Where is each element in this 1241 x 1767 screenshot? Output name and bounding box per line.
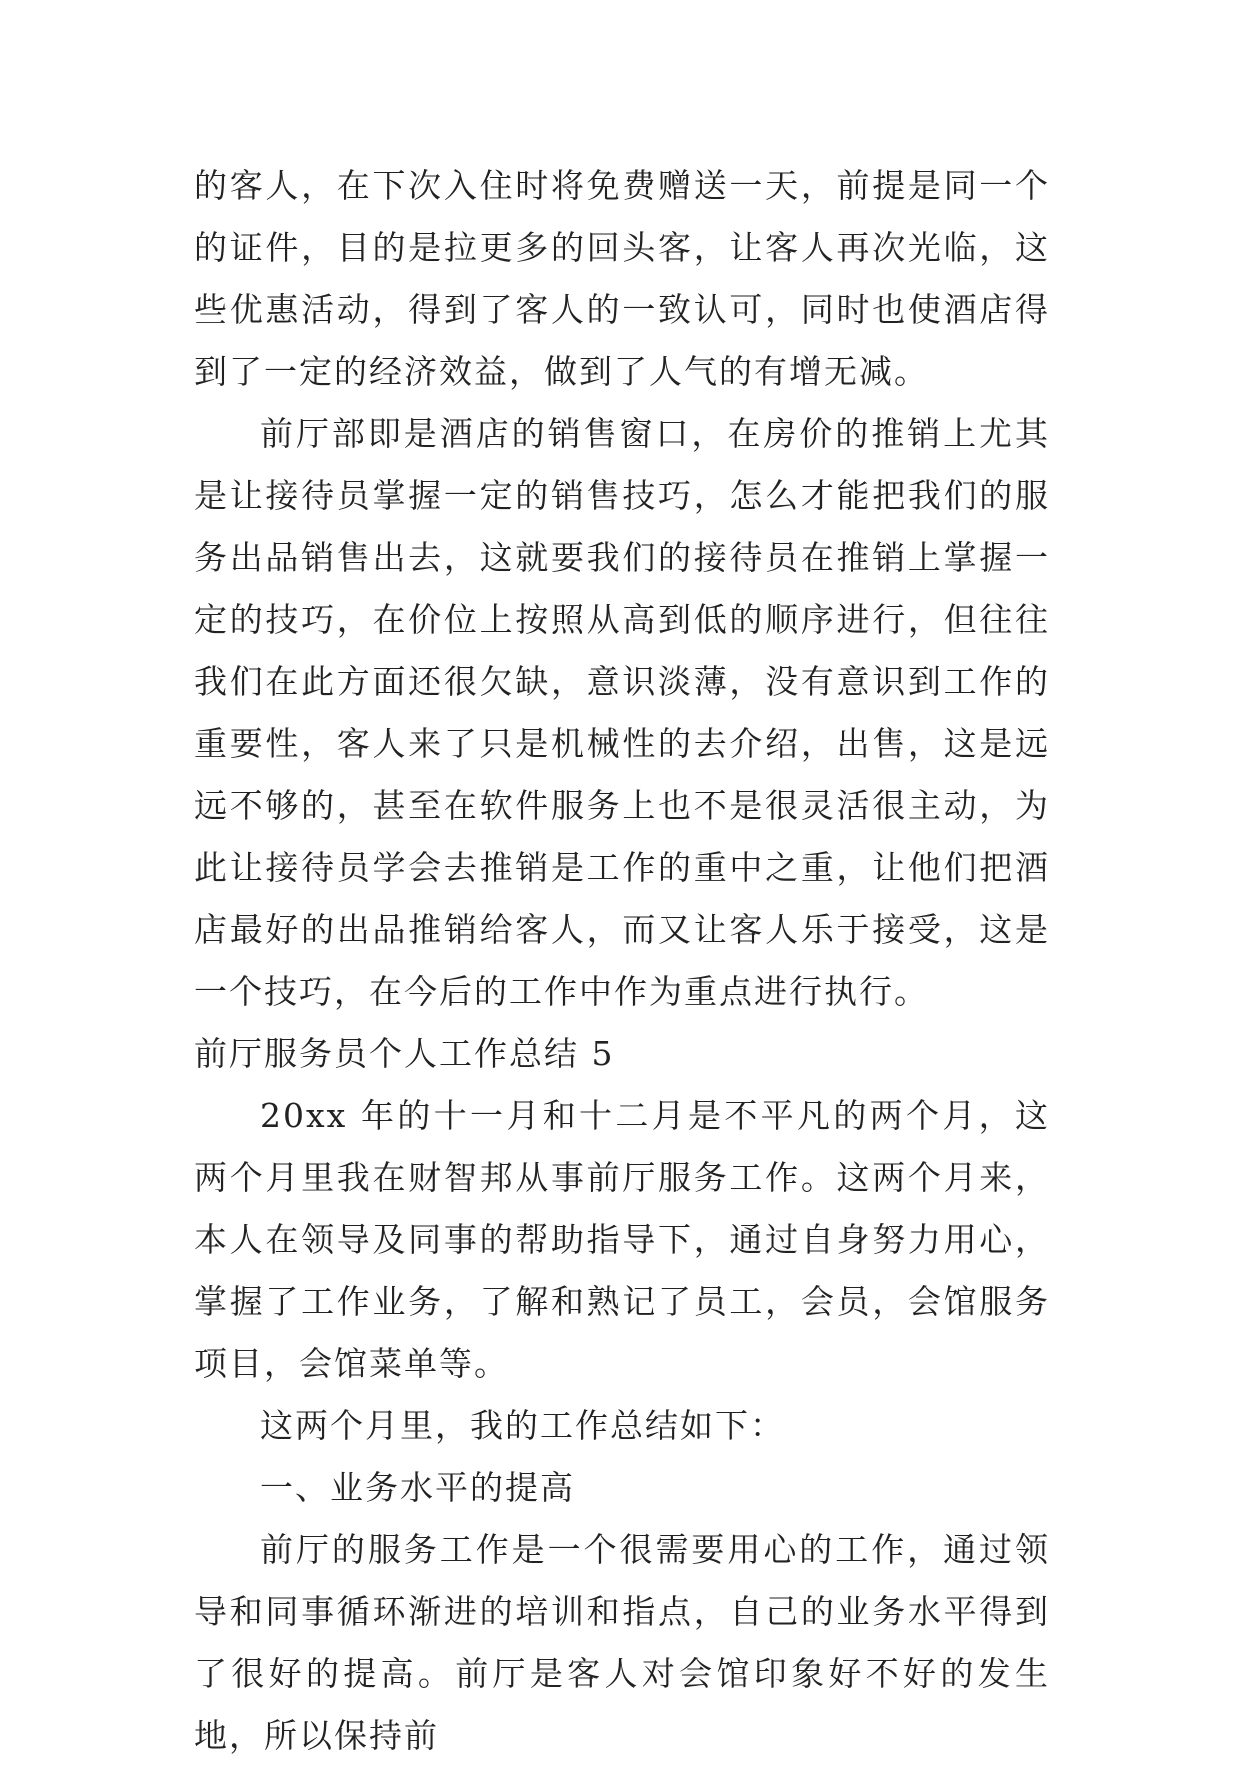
document-body <box>194 155 1050 1767</box>
paragraph-sales-window: 前厅部即是酒店的销售窗口，在房价的推销上尤其是让接待员掌握一定的销售技巧，怎么才能把我们的服务出品销售出去，这就要我们的接待员在推销上掌握一定的技巧，在价位上按照从高到低的顺序进行，但往往我们在此方面还很欠缺，意识淡薄，没有意识到工作的重要性，客人来了只是机械性的去介绍，出售，这是远远不够的，甚至在软件服务上也不是很灵活很主动，为此让接待员学会去推销是工作的重中之重，让他们把酒店最好的出品推销给客人，而又让客人乐于接受，这是一个技巧，在今后的工作中作为重点进行执行。 <box>194 414 1050 1011</box>
paragraph-continued: 的客人，在下次入住时将免费赠送一天，前提是同一个的证件，目的是拉更多的回头客，让客人再次光临，这些优惠活动，得到了客人的一致认可，同时也使酒店得到了一定的经济效益，做到了人气的有增无减。 <box>194 166 1050 391</box>
paragraph-front-desk-service: 前厅的服务工作是一个很需要用心的工作，通过领导和同事循环渐进的培训和指点，自己的业务水平得到了很好的提高。前厅是客人对会馆印象好不好的发生地，所以保持前 <box>194 1530 1050 1755</box>
paragraph-summary-lead: 这两个月里，我的工作总结如下： <box>260 1406 785 1445</box>
subheading-business-level: 一、业务水平的提高 <box>260 1468 575 1507</box>
paragraph-intro: 20xx 年的十一月和十二月是不平凡的两个月，这两个月里我在财智邦从事前厅服务工作。这两个月来，本人在领导及同事的帮助指导下，通过自身努力用心，掌握了工作业务，了解和熟记了员工，会员，会馆服务项目，会馆菜单等。 <box>194 1096 1050 1383</box>
section-title: 前厅服务员个人工作总结 5 <box>194 1034 615 1073</box>
